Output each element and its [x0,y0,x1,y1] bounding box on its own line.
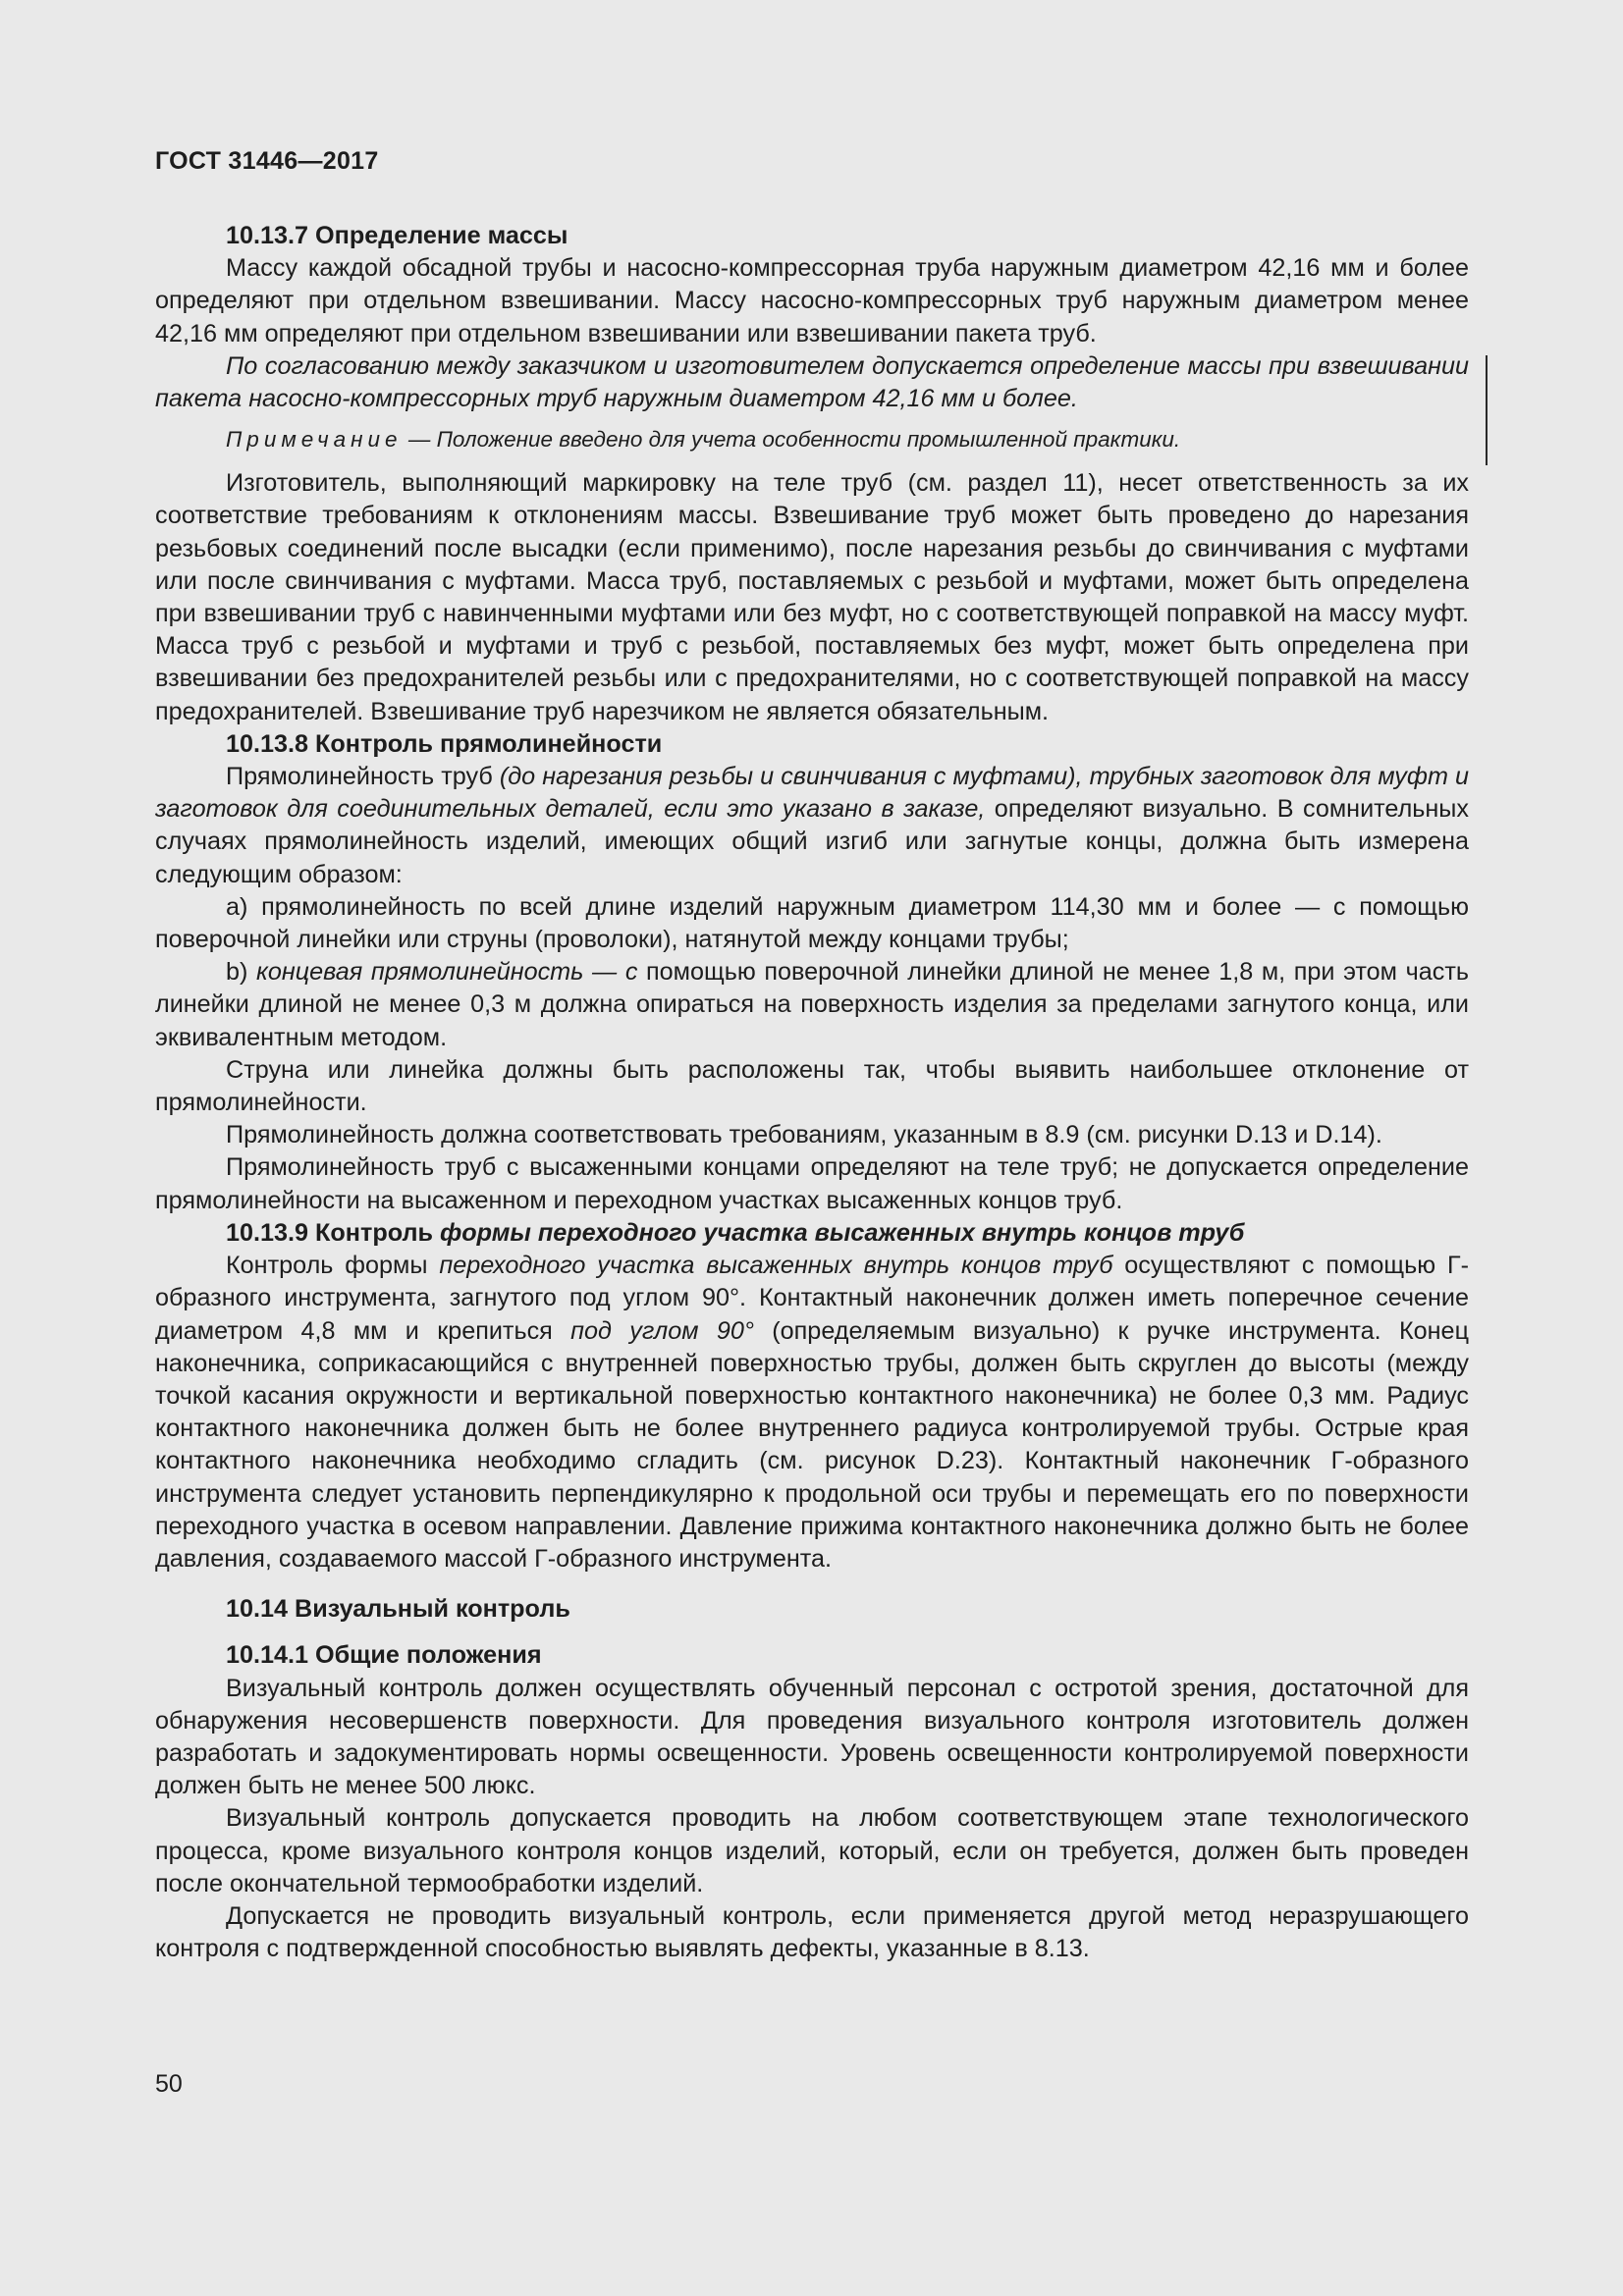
page-number: 50 [155,2070,183,2098]
text-run: (определяемым визуально) к ручке инструмента. Конец наконечника, соприкасающийся с внутренней поверхностью трубы, должен быть скруглен до высоты (между точкой касания окружности и вертикальной поверхностью контактного наконечника) не более 0,3 мм. Радиус контактного наконечника должен быть не более внутреннего радиуса контролируемой трубы. Острые края контактного наконечника необходимо сгладить (см. рисунок D.23). Контактный наконечник Г-образного инструмента следует установить перпендикулярно к продольной оси трубы и перемещать его по поверхности переходного участка в осевом направлении. Давление прижима контактного наконечника должно быть не более давления, создаваемого массой Г-образного инструмента. [155,1316,1469,1573]
section-heading-10-14: 10.14 Визуальный контроль [226,1595,570,1624]
paragraph: Прямолинейность должна соответствовать требованиям, указанным в 8.9 (см. рисунки D.13 и D.14). [226,1121,1382,1149]
text-run: определяют визуально. В сомнительных случаях прямолинейность изделий, имеющих общий изгиб или загнутые концы, должна быть измерена следующим образом: [155,795,1470,888]
text-run: осуществляют с помощью Г-образного инструмента, загнутого под углом 90°. Контактный наконечник должен иметь поперечное сечение диаметром 4,8 мм и крепиться [155,1252,1469,1345]
list-item-b [155,956,1469,1054]
paragraph: Допускается не проводить визуальный контроль, если применяется другой метод неразрушающего контроля с подтвержденной способностью выявлять дефекты, указанные в 8.13. [155,1901,1469,1963]
list-item-a: а) прямолинейность по всей длине изделий наружным диаметром 114,30 мм и более — с помощью поверочной линейки или струны (проволоки), натянутой между концами трубы; [155,892,1469,954]
text-run: Прямолинейность труб [226,763,500,791]
paragraph: Прямолинейность труб с высаженными концами определяют на теле труб; не допускается определение прямолинейности на высаженном и переходном участках высаженных концов труб. [155,1153,1469,1214]
text-run-italic: концевая прямолинейность — с [256,958,638,987]
text-run-italic: переходного участка высаженных внутрь концов труб [439,1252,1113,1280]
paragraph: Визуальный контроль должен осуществлять обученный персонал с остротой зрения, достаточной для обнаружения несовершенств поверхности. Для проведения визуального контроля изготовитель должен разработать и задокументировать нормы освещенности. Уровень освещенности контролируемой поверхности должен быть не менее 500 люкс. [155,1674,1469,1800]
heading-run: 10.13.9 Контроль [226,1218,440,1247]
section-heading-10-13-7: 10.13.7 Определение массы [226,222,568,249]
paragraph [155,1250,1469,1575]
paragraph: Изготовитель, выполняющий маркировку на теле труб (см. раздел 11), несет ответственность за их соответствие требованиям к отклонениям массы. Взвешивание труб может быть проведено до нарезания резьбовых соединений после высадки (если применимо), после нарезания резьбы до свинчивания с муфтами или после свинчивания с муфтами. Масса труб, поставляемых с резьбой и муфтами, может быть определена при взвешивании труб с навинченными муфтами или без муфт, но с соответствующей поправкой на массу муфт. Масса труб с резьбой и муфтами и труб с резьбой, поставляемых без муфт, может быть определена при взвешивании без предохранителей резьбы или с предохранителями, но с соответствующей поправкой на массу предохранителей. Взвешивание труб нарезчиком не является обязательным. [155,469,1469,725]
section-heading-10-14-1: 10.14.1 Общие положения [226,1641,542,1670]
paragraph: Визуальный контроль допускается проводить на любом соответствующем этапе технологического процесса, кроме визуального контроля концов изделий, который, если он требуется, должен быть проведен после окончательной термообработки изделий. [155,1804,1469,1897]
text-run-italic: под углом 90° [570,1316,754,1345]
list-marker: b) [226,958,257,987]
paragraph [155,761,1469,891]
text-run: Контроль формы [226,1252,440,1280]
change-marker-bar [1486,355,1488,465]
section-heading-10-13-9 [155,1217,1469,1250]
note-label: Примечание [226,427,403,453]
paragraph: Струна или линейка должны быть расположены так, чтобы выявить наибольшее отклонение от прямолинейности. [155,1055,1469,1117]
heading-run-italic: формы переходного участка высаженных внутрь концов труб [439,1218,1245,1247]
text-run-italic: (до нарезания резьбы и свинчивания с муфтами), трубных заготовок для муфт и заготовок для соединительных деталей, если это указано в заказе, [155,763,1469,824]
document-body [155,220,1469,1965]
text-run: помощью поверочной линейки длиной не менее 1,8 м, при этом часть линейки длиной не менее 0,3 м должна опираться на поверхность изделия за пределами загнутого конца, или эквивалентным методом. [155,958,1469,1051]
note-text: — Положение введено для учета особенности промышленной практики. [402,427,1181,453]
document-code-header: ГОСТ 31446—2017 [155,147,379,175]
section-heading-10-13-8: 10.13.8 Контроль прямолинейности [226,729,663,758]
paragraph-italic: По согласованию между заказчиком и изготовителем допускается определение массы при взвешивании пакета насосно-компрессорных труб наружным диаметром 42,16 мм и более. [155,351,1469,413]
paragraph: Массу каждой обсадной трубы и насосно-компрессорная труба наружным диаметром 42,16 мм и более определяют при отдельном взвешивании. Массу насосно-компрессорных труб наружным диаметром менее 42,16 мм определяют при отдельном взвешивании или взвешивании пакета труб. [155,254,1469,347]
note [155,423,1469,455]
